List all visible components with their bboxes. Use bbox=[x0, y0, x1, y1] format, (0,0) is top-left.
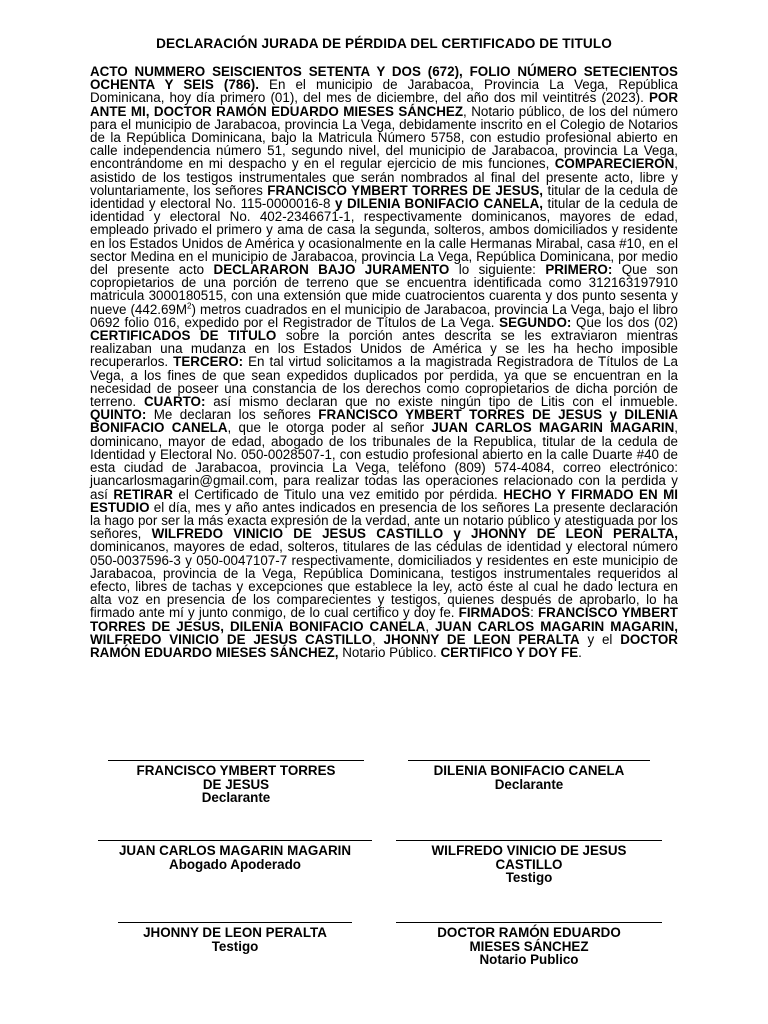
signature-line bbox=[108, 760, 364, 761]
text-segment: En tal virtud solicitamos a la magistrada Registradora de Títulos de La Vega, a los fines de que sean expedidos duplicados por perdida, ya que se encuentran en la necesidad de poseer una constancia de los derechos como copropietarios de dicha porción de terreno. bbox=[90, 354, 678, 410]
bold-text-segment: RETIRAR bbox=[113, 486, 173, 502]
text-segment: , dominicano, mayor de edad, abogado de los tribunales de la Republica, titular de la cedula de Identidad y Electoral No. 050-0028507-1, con estudio profesional abierto en la calle Duarte #40 de esta ciudad de Jarabacoa, provincia La Vega, teléfono (809) 574-4084, correo electrónico: juancarlosmagarin@gmail.com, para realizar todas las operaciones relacionado con la perdida y así bbox=[90, 420, 679, 502]
text-segment: Que son copropietarios de una porción de terreno que se encuentra identificada como 312163197910 matricula 3000180515, con una extensión que mide cuatrocientos cuarenta y dos punto sesenta y nueve (442.69M bbox=[90, 262, 679, 317]
text-segment: , Notario público, de los del número para el municipio de Jarabacoa, provincia La Vega, debidamente inscrito en el Colegio de Notarios de la República Dominicana, bajo la Matricula Número 5758, con estudio profesional abierto en calle independencia número 51, segundo nivel, del municipio de Jarabacoa, provincia La Vega, encontrándome en mi despacho y en el regular ejercicio de mis funciones, bbox=[90, 103, 678, 172]
bold-text-segment: FRANCISCO YMBERT TORRES DE JESUS, bbox=[267, 182, 544, 198]
text-segment: , bbox=[425, 618, 436, 634]
text-segment: : bbox=[530, 605, 538, 621]
bold-text-segment: CERTIFICADOS DE TITULO bbox=[90, 328, 277, 344]
text-segment: el Certificado de Titulo una vez emitido por pérdida. bbox=[172, 486, 504, 502]
signatory-role: Testigo bbox=[505, 870, 553, 886]
signature-block-notario bbox=[396, 922, 662, 967]
text-segment: lo siguiente: bbox=[449, 262, 546, 278]
bold-text-segment: FRANCISCO YMBERT TORRES DE JESUS y DILENIA BONIFACIO CANELA bbox=[90, 407, 678, 436]
signatory-name: JHONNY DE LEON PERALTA bbox=[143, 925, 327, 940]
signatory-name: FRANCISCO YMBERT TORRES DE JESUS bbox=[136, 763, 336, 792]
text-segment: así mismo declaran que no existe ningún tipo de Litis con el inmueble. bbox=[205, 394, 678, 410]
bold-text-segment: DOCTOR RAMÓN EDUARDO MIESES SÁNCHEZ, bbox=[90, 631, 678, 660]
text-segment: el día, mes y año antes indicados en presencia de los señores La presente declaración la hago por ser la más exacta expresión de la verdad, ante un notario público y atestiguada por los señores, bbox=[90, 499, 678, 542]
signature-line bbox=[396, 840, 662, 841]
signatory-name: DILENIA BONIFACIO CANELA bbox=[433, 763, 625, 778]
signatory-name: DOCTOR RAMÓN EDUARDO MIESES SÁNCHEZ bbox=[437, 925, 621, 954]
text-segment: dominicanos, mayores de edad, solteros, titulares de las cédulas de identidad y electoral número 050-0037596-3 y 050-0047107-7 respectivamente, domiciliados y residentes en este municipio de Jarabacoa, provincia de la Vega, República Dominicana, testigos instrumentales requeridos al efecto, libres de tachas y excepciones que establece la ley, acto éste al cual he dado lectura en alta voz en presencia de los comparecientes y testigos, quienes después de aprobarlo, lo ha firmado ante mí y junto conmigo, de lo cual certifico y doy fe. bbox=[90, 539, 678, 621]
signature-line bbox=[118, 922, 352, 923]
signature-line bbox=[396, 922, 662, 923]
text-segment: , que le otorga poder al señor bbox=[227, 420, 432, 436]
bold-text-segment: QUINTO: bbox=[90, 407, 147, 423]
bold-text-segment: CERTIFICO Y DOY FE bbox=[440, 644, 579, 660]
text-segment: sobre la porción antes descrita se les extraviaron mientras realizaban una mudanza en los Estados Unidos de América y se les ha hecho imposible recuperarlos. bbox=[90, 328, 678, 370]
bold-text-segment: DECLARARON BAJO JURAMENTO bbox=[213, 262, 450, 278]
text-segment: y el bbox=[579, 631, 621, 647]
bold-text-segment: PRIMERO: bbox=[545, 262, 613, 278]
signature-block-jhonny bbox=[118, 922, 352, 953]
bold-text-segment: FRANCISCO YMBERT TORRES DE JESUS, DILENIA BONIFACIO CANELA bbox=[90, 605, 678, 634]
signatory-name: JUAN CARLOS MAGARIN MAGARIN bbox=[118, 843, 352, 858]
bold-text-segment: CUARTO: bbox=[143, 394, 206, 410]
signature-line bbox=[98, 840, 372, 841]
bold-text-segment: TERCERO: bbox=[173, 354, 244, 370]
bold-text-segment: ACTO NUMMERO SEISCIENTOS SETENTA Y DOS (672), FOLIO NÚMERO SETECIENTOS OCHENTA Y SEIS (786). bbox=[90, 64, 678, 93]
bold-text-segment: JUAN CARLOS MAGARIN MAGARIN, WILFREDO VINICIO DE JESUS CASTILLO bbox=[90, 618, 678, 647]
text-segment: , bbox=[372, 631, 384, 647]
document-title: DECLARACIÓN JURADA DE PÉRDIDA DEL CERTIFICADO DE TITULO bbox=[156, 36, 612, 51]
text-segment: En el municipio de Jarabacoa, Provincia La Vega, República Dominicana, hoy día primero (01), del mes de diciembre, del año dos mil veintitrés (2023). bbox=[90, 77, 678, 106]
signature-block-dilenia bbox=[408, 760, 650, 791]
signatory-role: Abogado Apoderado bbox=[169, 856, 301, 872]
bold-text-segment: JHONNY DE LEON PERALTA bbox=[383, 631, 580, 647]
bold-text-segment: POR ANTE MI, DOCTOR RAMÓN EDUARDO MIESES SÁNCHEZ bbox=[90, 90, 678, 119]
signature-block-wilfredo bbox=[396, 840, 662, 885]
bold-text-segment: HECHO Y FIRMADO EN MI ESTUDIO bbox=[90, 486, 678, 515]
signatory-role: Declarante bbox=[201, 790, 271, 806]
text-segment: titular de la cedula de identidad y electoral No. 402-2346671-1, respectivamente dominicanos, mayores de edad, empleado privado el primero y ama de casa la segunda, solteros, ambos domiciliados y residente en los Estados Unidos de América y ocasionalmente en la calle Hermanas Mirabal, casa #10, en el sector Medina en el municipio de Jarabacoa, provincia La Vega, República Dominicana, por medio del presente acto bbox=[90, 196, 678, 278]
document-page bbox=[90, 36, 678, 659]
bold-text-segment: JUAN CARLOS MAGARIN MAGARIN bbox=[431, 420, 675, 436]
signatory-name: WILFREDO VINICIO DE JESUS CASTILLO bbox=[431, 843, 627, 872]
signature-block-juan-carlos bbox=[98, 840, 372, 871]
text-segment: Que los dos (02) bbox=[571, 314, 678, 330]
text-segment: titular de la cedula de identidad y electoral No. 115-0000016-8 bbox=[90, 182, 678, 212]
text-segment: , asistido de los testigos instrumentales que serán nombrados al final del presente acto, libre y voluntariamente, los señores bbox=[90, 156, 678, 198]
signature-block-francisco bbox=[108, 760, 364, 805]
signature-line bbox=[408, 760, 650, 761]
text-segment: ) metros cuadrados en el municipio de Jarabacoa, provincia La Vega, bajo el libro 0692 folio 016, expedido por el Registrador de Títulos de La Vega. bbox=[90, 301, 678, 330]
bold-text-segment: COMPARECIERON bbox=[554, 156, 675, 172]
bold-text-segment: WILFREDO VINICIO DE JESUS CASTILLO y JHONNY DE LEON PERALTA, bbox=[151, 526, 678, 542]
signatory-role: Notario Publico bbox=[479, 952, 579, 968]
signatory-role: Testigo bbox=[211, 938, 259, 954]
signatory-role: Declarante bbox=[494, 776, 564, 792]
document-body bbox=[90, 65, 678, 659]
text-segment: Me declaran los señores bbox=[146, 407, 319, 423]
bold-text-segment: SEGUNDO: bbox=[499, 314, 572, 330]
text-segment: . bbox=[578, 644, 582, 660]
bold-text-segment: y DILENIA BONIFACIO CANELA, bbox=[334, 196, 543, 212]
bold-text-segment: FIRMADOS bbox=[458, 605, 531, 621]
text-segment: Notario Público. bbox=[338, 644, 441, 660]
text-segment: 2 bbox=[187, 301, 192, 311]
